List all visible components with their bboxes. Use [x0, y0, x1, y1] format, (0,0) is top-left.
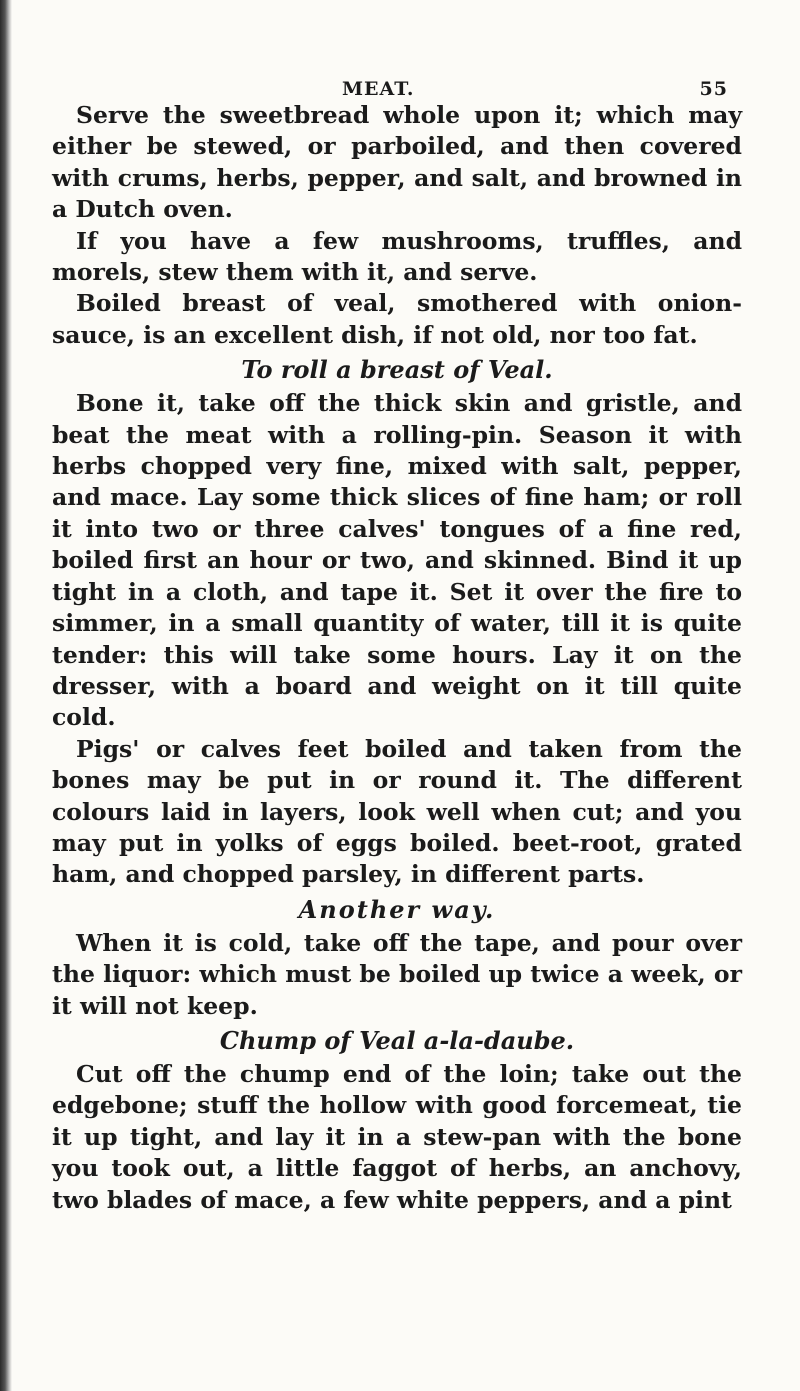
recipe-heading: To roll a breast of Veal.: [241, 355, 553, 385]
paragraph: Cut off the chump end of the loin; take out the edgebone; stuff the hollow with good forcemeat, tie it up tight, and lay it in a stew-pan with the bone you took out, a little faggot of herbs, an anchovy, two blades of mace, a few white peppers, and a pint: [52, 1059, 742, 1214]
running-title: MEAT.: [342, 78, 415, 100]
page-number: 55: [699, 78, 728, 100]
paragraph: Bone it, take off the thick skin and gristle, and beat the meat with a rolling-pin. Season it with herbs chopped very fine, mixed with salt, pepper, and mace. Lay some thick slices of fine ham; or roll it into two or three calves' tongues of a fine red, boiled first an hour or two, and skinned. Bind it up tight in a cloth, and tape it. Set it over the fire to simmer, in a small quantity of water, till it is quite tender: this will take some hours. Lay it on the dresser, with a board and weight on it till quite cold.: [52, 389, 742, 732]
paragraph: Serve the sweetbread whole upon it; which may either be stewed, or parboiled, and then covered with crums, herbs, pepper, and salt, and browned in a Dutch oven.: [52, 101, 742, 224]
recipe-heading: Another way.: [298, 894, 496, 924]
paragraph: Boiled breast of veal, smothered with onion-sauce, is an excellent dish, if not old, nor too fat.: [52, 289, 742, 349]
book-gutter: [0, 0, 12, 1391]
recipe-heading: Chump of Veal a-la-daube.: [219, 1025, 575, 1055]
paragraph: When it is cold, take off the tape, and pour over the liquor: which must be boiled up twice a week, or it will not keep.: [52, 928, 742, 1020]
paragraph: Pigs' or calves feet boiled and taken from the bones may be put in or round it. The different colours laid in layers, look well when cut; and you may put in yolks of eggs boiled. beet-root, grated ham, and chopped parsley, in different parts.: [52, 734, 742, 889]
book-page: [50, 0, 750, 1391]
paragraph: If you have a few mushrooms, truffles, and morels, stew them with it, and serve.: [52, 226, 742, 287]
page-body: [52, 100, 742, 1216]
page-header: [50, 78, 728, 102]
